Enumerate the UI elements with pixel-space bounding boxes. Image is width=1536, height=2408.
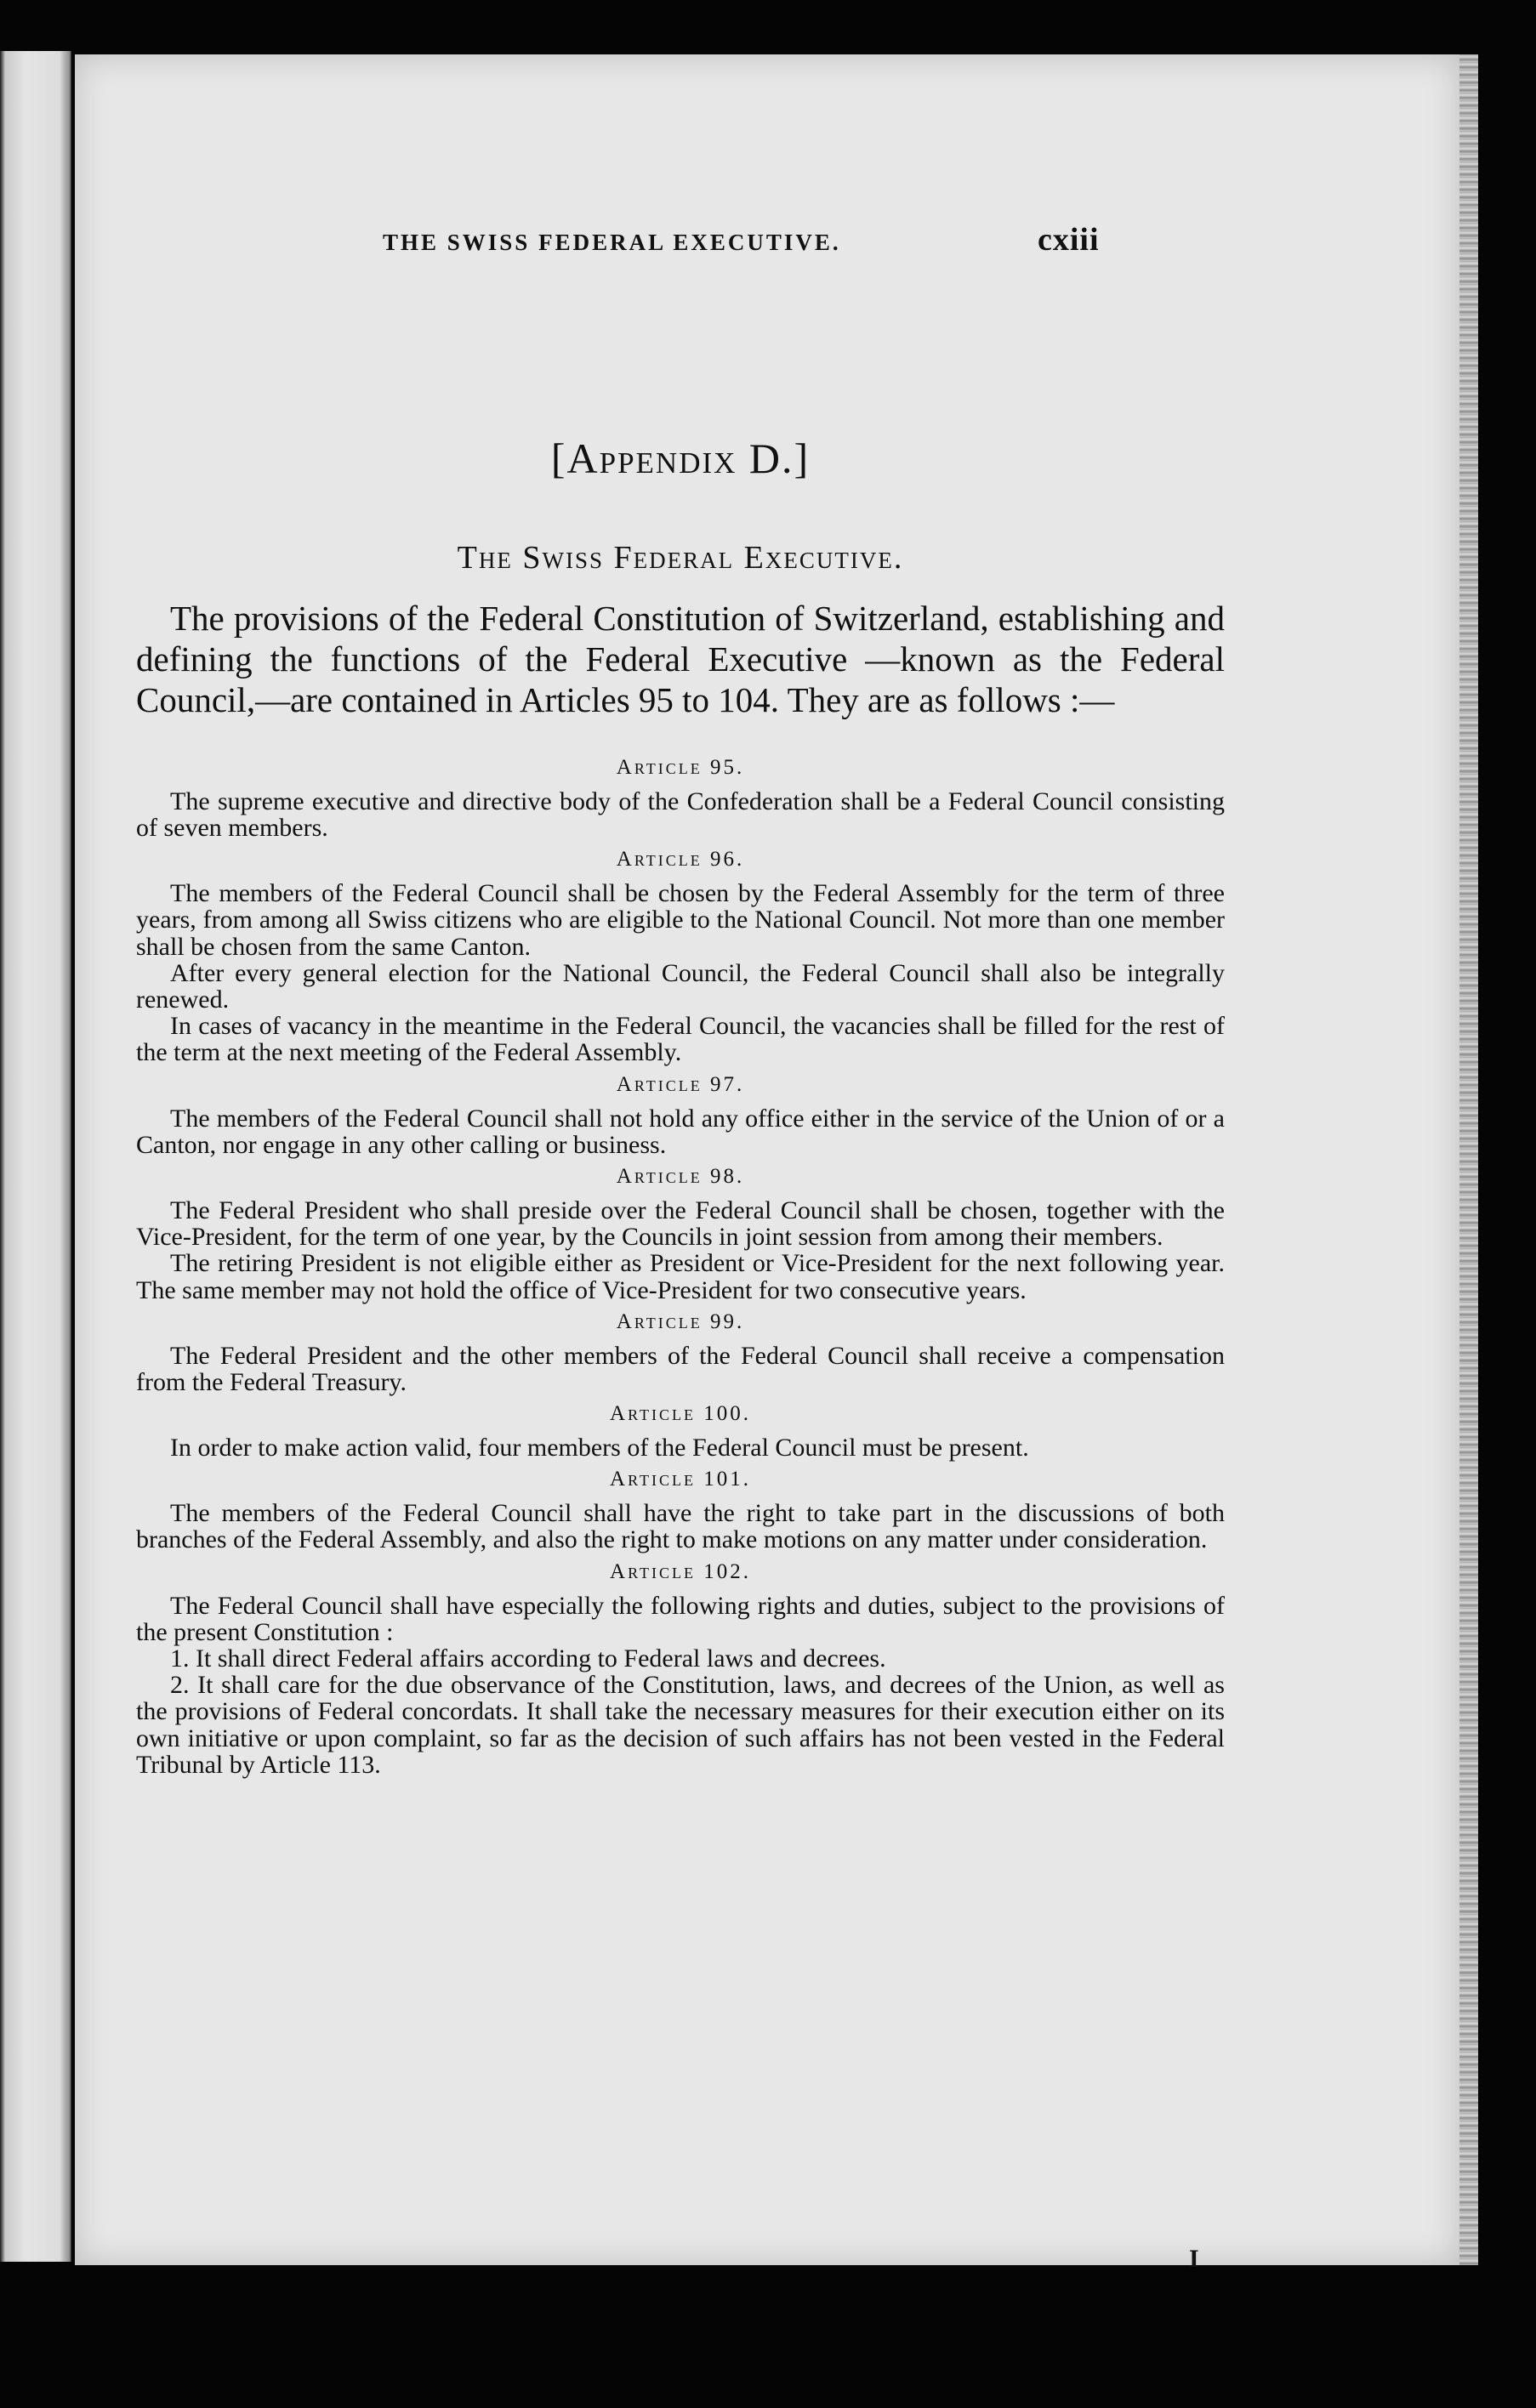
running-head	[136, 222, 1225, 289]
page-number: cxiii	[1038, 222, 1100, 258]
article-paragraph: The Federal President and the other members of the Federal Council shall receive a compensation from the Federal Treasury.	[136, 1341, 1225, 1396]
running-title: THE SWISS FEDERAL EXECUTIVE.	[383, 230, 841, 255]
article-paragraph: 1. It shall direct Federal affairs according to Federal laws and decrees.	[170, 1644, 886, 1673]
article-paragraph: After every general election for the National Council, the Federal Council shall also be integrally renewed.	[136, 958, 1225, 1014]
article-paragraph: The retiring President is not eligible either as President or Vice-President for the next following year. The same member may not hold the office of Vice-President for two consecutive years.	[136, 1249, 1225, 1304]
article	[136, 1073, 1225, 1158]
article-paragraph: In order to make action valid, four members of the Federal Council must be present.	[170, 1434, 1029, 1462]
intro-paragraph: The provisions of the Federal Constitution of Switzerland, establishing and defining the functions of the Federal Executive —known as the Federal Council,—are contained in Articles 95 to 104. They are as follows :—	[136, 599, 1225, 719]
section-title: The Swiss Federal Executive.	[457, 540, 904, 576]
article	[136, 1165, 1225, 1303]
article-heading: Article 95.	[616, 755, 745, 779]
article-paragraph: The members of the Federal Council shall be chosen by the Federal Assembly for the term of three years, from among all Swiss citizens who are eligible to the National Council. Not more than one member shall be chosen from the same Canton.	[136, 879, 1225, 961]
page-text	[136, 222, 1225, 2273]
article-heading: Article 102.	[610, 1559, 751, 1583]
article	[136, 756, 1225, 841]
article-paragraph: The Federal Council shall have especially the following rights and duties, subject to the provisions of the present Constitution :	[136, 1591, 1225, 1646]
article-paragraph: The Federal President who shall preside over the Federal Council shall be chosen, together with the Vice-President, for the term of one year, by the Councils in joint session from among their members.	[136, 1195, 1225, 1252]
article	[136, 1560, 1225, 1778]
article-heading: Article 98.	[616, 1164, 745, 1188]
appendix-heading: [Appendix D.]	[550, 434, 811, 482]
article-paragraph: The supreme executive and directive body of the Confederation shall be a Federal Council consisting of seven members.	[136, 787, 1225, 843]
article-heading: Article 99.	[616, 1309, 745, 1333]
article-heading: Article 100.	[610, 1402, 751, 1426]
article-heading: Article 101.	[610, 1468, 751, 1491]
adjacent-page-edge	[0, 51, 71, 2262]
article-paragraph: In cases of vacancy in the meantime in the Federal Council, the vacancies shall be filled for the rest of the term at the next meeting of the Federal Assembly.	[136, 1012, 1225, 1067]
article-paragraph: The members of the Federal Council shall have the right to take part in the discussions of both branches of the Federal Assembly, and also the right to make motions on any matter under consideration.	[136, 1499, 1225, 1554]
article-heading: Article 96.	[616, 848, 745, 872]
article	[136, 1310, 1225, 1395]
article-heading: Article 97.	[616, 1072, 745, 1096]
article-paragraph: 2. It shall care for the due observance of the Constitution, laws, and decrees of the Union, as well as the provisions of Federal concordats. It shall take the necessary measures for their execution either on its own initiative or upon complaint, so far as the decision of such affairs has not been vested in the Federal Tribunal by Article 113.	[136, 1671, 1225, 1779]
page-stack-edge	[1459, 54, 1478, 2265]
article	[136, 848, 1225, 1065]
article	[136, 1402, 1225, 1461]
article	[136, 1468, 1225, 1553]
article-paragraph: The members of the Federal Council shall not hold any office either in the service of the Union of or a Canton, nor engage in any other calling or business.	[136, 1104, 1225, 1159]
signature-mark: I	[1189, 2245, 1199, 2273]
articles	[136, 756, 1225, 1778]
